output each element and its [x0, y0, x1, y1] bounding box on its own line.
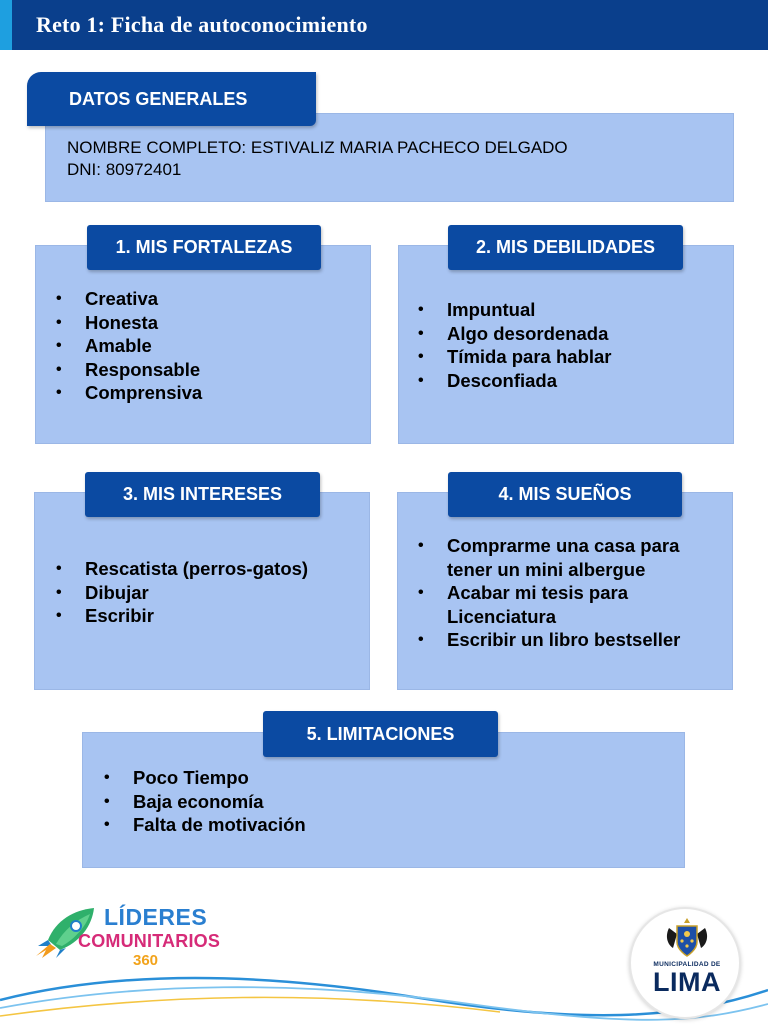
general-data-tab: [27, 72, 316, 126]
list-item: • Escribir: [56, 604, 308, 628]
strengths-tab: [87, 225, 321, 270]
logo-360-text: 360: [133, 952, 159, 969]
list-item: • Acabar mi tesis para Licenciatura: [418, 581, 708, 628]
weaknesses-tab-label: 2. MIS DEBILIDADES: [475, 237, 656, 257]
header-bar: [0, 0, 768, 50]
header-accent-stripe: [0, 0, 12, 50]
list-item: • Responsable: [56, 358, 202, 382]
general-data-tab-label: DATOS GENERALES: [69, 88, 248, 109]
logo-lideres-text: LÍDERES: [104, 904, 208, 930]
list-item: • Creativa: [56, 287, 202, 311]
dni-line: DNI: 80972401: [67, 160, 182, 179]
list-item: • Falta de motivación: [104, 813, 306, 837]
coat-of-arms-icon: [665, 914, 709, 960]
seal-title: LIMA: [653, 967, 721, 997]
lideres-comunitarios-logo: [30, 898, 250, 978]
list-item: • Baja economía: [104, 790, 306, 814]
dreams-tab-label: 4. MIS SUEÑOS: [498, 484, 632, 504]
municipalidad-lima-seal: [629, 907, 741, 1019]
list-item: • Algo desordenada: [418, 322, 612, 346]
list-item: • Poco Tiempo: [104, 766, 306, 790]
interests-tab-label: 3. MIS INTERESES: [122, 484, 283, 504]
weaknesses-tab: [448, 225, 683, 270]
limitations-tab: [263, 711, 498, 757]
logo-comunitarios-text: COMUNITARIOS: [78, 931, 221, 951]
list-item: • Comprensiva: [56, 381, 202, 405]
dreams-list: [418, 534, 708, 652]
limitations-tab-label: 5. LIMITACIONES: [306, 723, 455, 744]
interests-list: [56, 557, 308, 628]
list-item: • Tímida para hablar: [418, 345, 612, 369]
interests-tab: [85, 472, 320, 517]
list-item: • Honesta: [56, 311, 202, 335]
list-item: • Dibujar: [56, 581, 308, 605]
page-title: Reto 1: Ficha de autoconocimiento: [36, 12, 368, 37]
list-item: • Rescatista (perros-gatos): [56, 557, 308, 581]
list-item: • Escribir un libro bestseller: [418, 628, 708, 652]
list-item: • Amable: [56, 334, 202, 358]
dreams-tab: [448, 472, 682, 517]
list-item: • Comprarme una casa para tener un mini albergue: [418, 534, 708, 581]
weaknesses-list: [418, 298, 612, 392]
seal-subtitle: MUNICIPALIDAD DE: [653, 961, 721, 968]
list-item: • Desconfiada: [418, 369, 612, 393]
general-data-text: [67, 137, 568, 181]
limitations-list: [104, 766, 306, 837]
full-name-line: NOMBRE COMPLETO: ESTIVALIZ MARIA PACHECO DELGADO: [67, 138, 568, 157]
strengths-tab-label: 1. MIS FORTALEZAS: [115, 237, 293, 257]
strengths-list: [56, 287, 202, 405]
list-item: • Impuntual: [418, 298, 612, 322]
